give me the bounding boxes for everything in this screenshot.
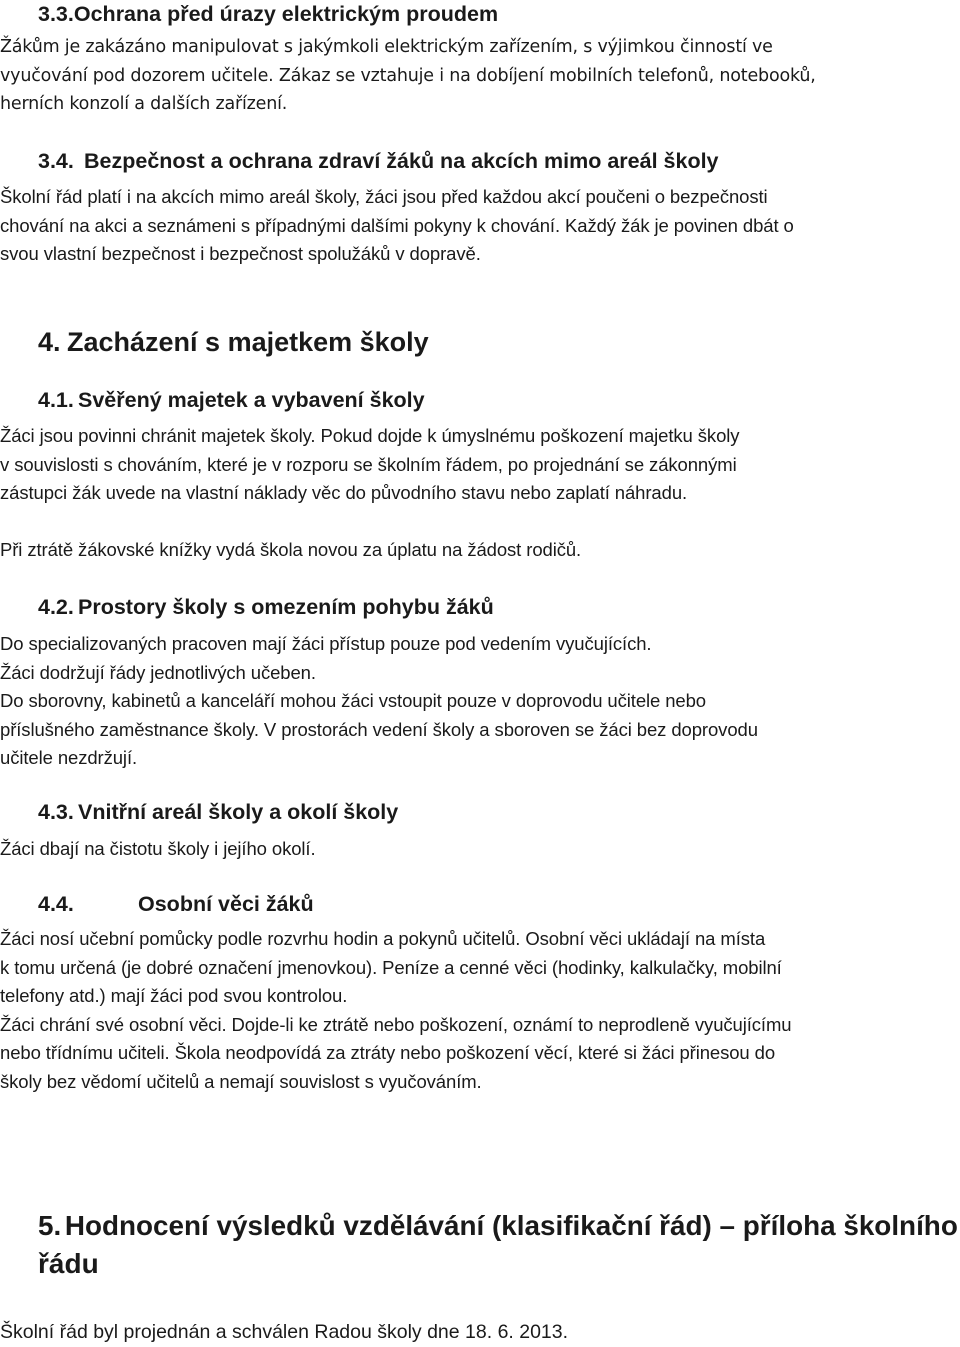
text-line: zástupci žák uvede na vlastní náklady věc do původního stavu nebo zaplatí náhradu.: [0, 482, 688, 503]
heading-5: [38, 1206, 958, 1246]
text-line: herních konzolí a dalších zařízení.: [0, 94, 288, 114]
text-line: k tomu určená (je dobré označení jmenovkou). Peníze a cenné věci (hodinky, kalkulačky, mobilní: [0, 956, 782, 978]
heading-number: 4.2.: [38, 595, 74, 619]
heading-4-4: [38, 889, 314, 919]
text-line: Žáci jsou povinni chránit majetek školy. Pokud dojde k úmyslnému poškození majetku školy: [0, 425, 740, 446]
heading-number: 3.4.: [38, 149, 74, 173]
heading-number: 4.: [38, 327, 61, 357]
text-line: v souvislosti s chováním, které je v rozporu se školním řádem, po projednání se zákonnými: [0, 453, 737, 475]
text-line: příslušného zaměstnance školy. V prostorách vedení školy a sboroven se žáci bez doprovodu: [0, 718, 758, 740]
paragraph-4-3: [0, 835, 316, 864]
heading-title: Ochrana před úrazy elektrickým proudem: [73, 2, 499, 26]
paragraph-3-4: [0, 183, 794, 269]
heading-title: řádu: [38, 1248, 99, 1279]
text-line: Do sborovny, kabinetů a kanceláří mohou žáci vstoupit pouze v doprovodu učitele nebo: [0, 690, 707, 711]
heading-3-3: [38, 0, 498, 28]
text-line: Žáci nosí učební pomůcky podle rozvrhu hodin a pokynů učitelů. Osobní věci ukládají na místa: [0, 928, 766, 949]
paragraph-3-3: [0, 33, 816, 119]
text-line: nebo třídnímu učiteli. Škola neodpovídá za ztráty nebo poškození věcí, které si žáci přinesou do: [0, 1042, 776, 1063]
heading-number: 5.: [38, 1210, 62, 1241]
heading-4-1: [38, 385, 425, 415]
paragraph-4-1: [0, 422, 739, 508]
paragraph-4-4: [0, 925, 791, 1096]
paragraph-4-1-note: [0, 536, 581, 565]
heading-number: 3.3.: [38, 2, 74, 26]
heading-title: Hodnocení výsledků vzdělávání (klasifikační řád) – příloha školního: [64, 1210, 958, 1241]
heading-4-3: [38, 797, 398, 827]
paragraph-4-2: [0, 630, 758, 773]
text-line: školy bez vědomí učitelů a nemají souvislost s vyučováním.: [0, 1070, 482, 1092]
heading-3-4: [38, 146, 719, 176]
heading-title: Zacházení s majetkem školy: [67, 327, 429, 357]
heading-5-continued: [38, 1244, 99, 1284]
text-line: svou vlastní bezpečnost i bezpečnost spolužáků v dopravě.: [0, 243, 481, 264]
heading-title: Svěřený majetek a vybavení školy: [78, 388, 425, 412]
text-line: Při ztrátě žákovské knížky vydá škola novou za úplatu na žádost rodičů.: [0, 539, 582, 560]
text-line: Žáci dodržují řády jednotlivých učeben.: [0, 661, 316, 683]
heading-number: 4.1.: [38, 388, 74, 412]
heading-title: Osobní věci žáků: [138, 892, 314, 916]
approval-note: [0, 1317, 568, 1347]
text-line: Školní řád platí i na akcích mimo areál školy, žáci jsou před každou akcí poučeni o bezpečnosti: [0, 186, 768, 207]
text-line: Žákům je zakázáno manipulovat s jakýmkoli elektrickým zařízením, s výjimkou činností ve: [0, 37, 773, 57]
text-line: Do specializovaných pracoven mají žáci přístup pouze pod vedením vyučujících.: [0, 633, 652, 654]
heading-number: 4.3.: [38, 800, 74, 824]
text-line: telefony atd.) mají žáci pod svou kontrolou.: [0, 985, 348, 1006]
heading-4-2: [38, 592, 494, 622]
heading-4: [38, 322, 429, 362]
text-line: Žáci dbají na čistotu školy i jejího okolí.: [0, 838, 316, 859]
text-line: učitele nezdržují.: [0, 747, 138, 768]
text-line: chování na akci a seznámeni s případnými dalšími pokyny k chování. Každý žák je povinen dbát o: [0, 214, 794, 236]
heading-number: 4.4.: [38, 892, 74, 916]
text-line: Žáci chrání své osobní věci. Dojde-li ke ztrátě nebo poškození, oznámí to neprodleně vyučujícímu: [0, 1013, 792, 1035]
heading-title: Vnitřní areál školy a okolí školy: [78, 800, 399, 824]
text-line: vyučování pod dozorem učitele. Zákaz se vztahuje i na dobíjení mobilních telefonů, notebooků,: [0, 65, 816, 86]
heading-title: Prostory školy s omezením pohybu žáků: [78, 595, 494, 619]
heading-title: Bezpečnost a ochrana zdraví žáků na akcích mimo areál školy: [84, 149, 719, 173]
text-line: Školní řád byl projednán a schválen Radou školy dne 18. 6. 2013.: [0, 1321, 569, 1343]
